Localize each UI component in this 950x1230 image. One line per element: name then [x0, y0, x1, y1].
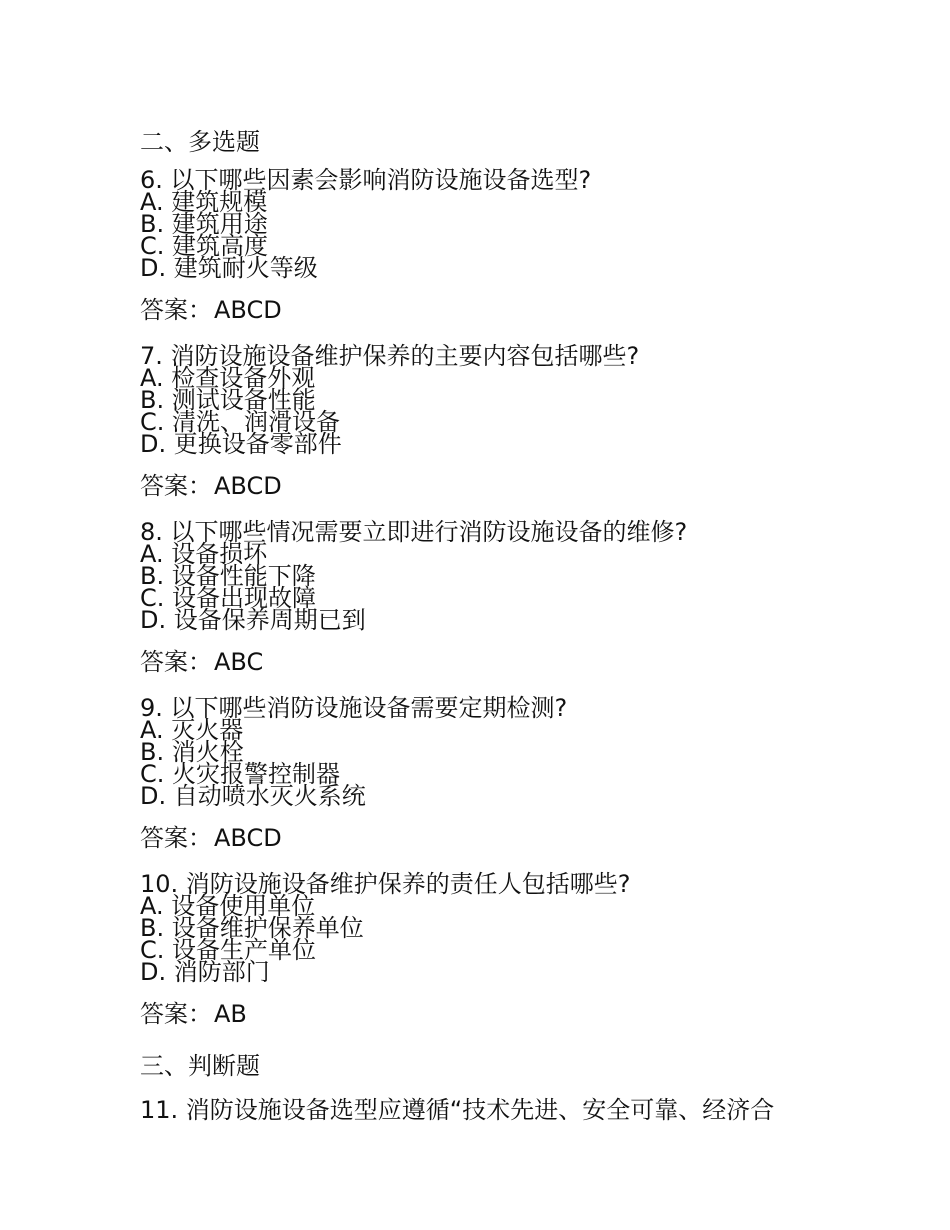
question-title: 8. 以下哪些情况需要立即进行消防设施设备的维修?: [140, 518, 688, 546]
option-a: A. 设备使用单位: [140, 892, 316, 920]
answer-value: AB: [214, 1000, 247, 1028]
option-d: D. 设备保养周期已到: [140, 606, 366, 634]
option-a: A. 建筑规模: [140, 188, 268, 216]
answer-label: 答案：: [140, 296, 212, 324]
option-b: B. 建筑用途: [140, 210, 268, 238]
answer-line: [140, 821, 920, 855]
section-heading-judge: 三、判断题: [140, 1052, 260, 1080]
option-c: C. 建筑高度: [140, 232, 269, 260]
option-b: B. 测试设备性能: [140, 386, 316, 414]
option-d: D. 更换设备零部件: [140, 430, 342, 458]
option-d: D. 建筑耐火等级: [140, 254, 318, 282]
answer-label: 答案：: [140, 472, 212, 500]
option-b: B. 设备性能下降: [140, 562, 316, 590]
option-a: A. 设备损坏: [140, 540, 268, 568]
answer-line: [140, 469, 920, 503]
option-list: [140, 540, 920, 634]
option-list: [140, 892, 920, 986]
question-9: [140, 694, 920, 855]
option-c: C. 设备生产单位: [140, 936, 317, 964]
option-d: D. 自动喷水灭火系统: [140, 782, 366, 810]
option-a: A. 检查设备外观: [140, 364, 316, 392]
option-list: [140, 716, 920, 810]
option-b: B. 消火栓: [140, 738, 244, 766]
answer-value: ABCD: [214, 296, 282, 324]
question-title: 6. 以下哪些因素会影响消防设施设备选型?: [140, 166, 592, 194]
question-10: [140, 870, 920, 1031]
answer-value: ABCD: [214, 824, 282, 852]
option-list: [140, 364, 920, 458]
question-title: 7. 消防设施设备维护保养的主要内容包括哪些?: [140, 342, 640, 370]
answer-label: 答案：: [140, 648, 212, 676]
option-c: C. 设备出现故障: [140, 584, 317, 612]
document-page: [140, 125, 920, 1127]
option-d: D. 消防部门: [140, 958, 270, 986]
answer-value: ABC: [214, 648, 264, 676]
answer-value: ABCD: [214, 472, 282, 500]
section-heading-multi-choice: 二、多选题: [140, 128, 260, 156]
question-8: [140, 518, 920, 679]
answer-line: [140, 645, 920, 679]
answer-label: 答案：: [140, 824, 212, 852]
question-7: [140, 342, 920, 503]
option-c: C. 火灾报警控制器: [140, 760, 341, 788]
question-title: 9. 以下哪些消防设施设备需要定期检测?: [140, 694, 568, 722]
answer-label: 答案：: [140, 1000, 212, 1028]
option-b: B. 设备维护保养单位: [140, 914, 364, 942]
question-title: 10. 消防设施设备维护保养的责任人包括哪些?: [140, 870, 631, 898]
answer-line: [140, 293, 920, 327]
option-c: C. 清洗、润滑设备: [140, 408, 341, 436]
judge-question-11: 11. 消防设施设备选型应遵循“技术先进、安全可靠、经济合: [140, 1096, 775, 1124]
option-list: [140, 188, 920, 282]
option-a: A. 灭火器: [140, 716, 244, 744]
answer-line: [140, 997, 920, 1031]
question-6: [140, 166, 920, 327]
